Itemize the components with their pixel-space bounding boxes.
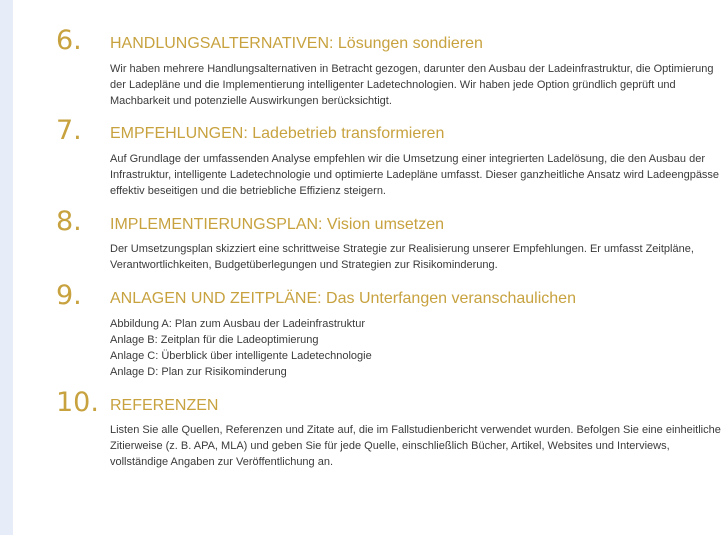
appendix-list [110, 316, 726, 380]
section-number: 9. [56, 280, 82, 311]
section-body: Wir haben mehrere Handlungsalternativen in Betracht gezogen, darunter den Ausbau der Ladeinfrastruktur, die Optimierung der Ladepläne und die Implementierung intelligenter Ladetechnologien. Wir haben jede Option gründlich geprüft und Machbarkeit und potenzielle Auswirkungen berücksichtigt. [110, 63, 714, 107]
section-heading: ANLAGEN UND ZEITPLÄNE: Das Unterfangen veranschaulichen [110, 290, 576, 307]
section-body: Auf Grundlage der umfassenden Analyse empfehlen wir die Umsetzung einer integrierten Ladelösung, die den Ausbau der Infrastruktur, intelligente Ladetechnologie und optimierte Ladepläne umfasst. Dieser ganzheitliche Ansatz wird Ladeengpässe effektiv beseitigen und die betriebliche Effizienz steigern. [110, 153, 720, 197]
section-number: 8. [56, 206, 82, 237]
section-number: 6. [56, 25, 82, 56]
section-number: 10. [56, 387, 99, 418]
section-heading: IMPLEMENTIERUNGSPLAN: Vision umsetzen [110, 216, 445, 233]
page-left-margin-bar [0, 0, 13, 535]
list-item: Anlage C: Überblick über intelligente Ladetechnologie [110, 350, 372, 362]
section-heading: REFERENZEN [110, 397, 219, 414]
section-heading: EMPFEHLUNGEN: Ladebetrieb transformieren [110, 125, 445, 142]
list-item: Abbildung A: Plan zum Ausbau der Ladeinfrastruktur [110, 318, 365, 330]
section-body: Der Umsetzungsplan skizziert eine schrittweise Strategie zur Realisierung unserer Empfehlungen. Er umfasst Zeitpläne, Verantwortlichkeiten, Budgetüberlegungen und Strategien zur Risikominderung. [110, 243, 694, 271]
section-heading: HANDLUNGSALTERNATIVEN: Lösungen sondieren [110, 35, 483, 52]
list-item: Anlage B: Zeitplan für die Ladeoptimierung [110, 334, 319, 346]
section-number: 7. [56, 115, 82, 146]
list-item: Anlage D: Plan zur Risikominderung [110, 366, 287, 378]
section-body: Listen Sie alle Quellen, Referenzen und Zitate auf, die im Fallstudienbericht verwendet wurden. Befolgen Sie eine einheitliche Zitierweise (z. B. APA, MLA) und geben Sie für jede Quelle, einschließlich Bücher, Artikel, Websites und Interviews, vollständige Angaben zur Veröffentlichung an. [110, 424, 721, 468]
